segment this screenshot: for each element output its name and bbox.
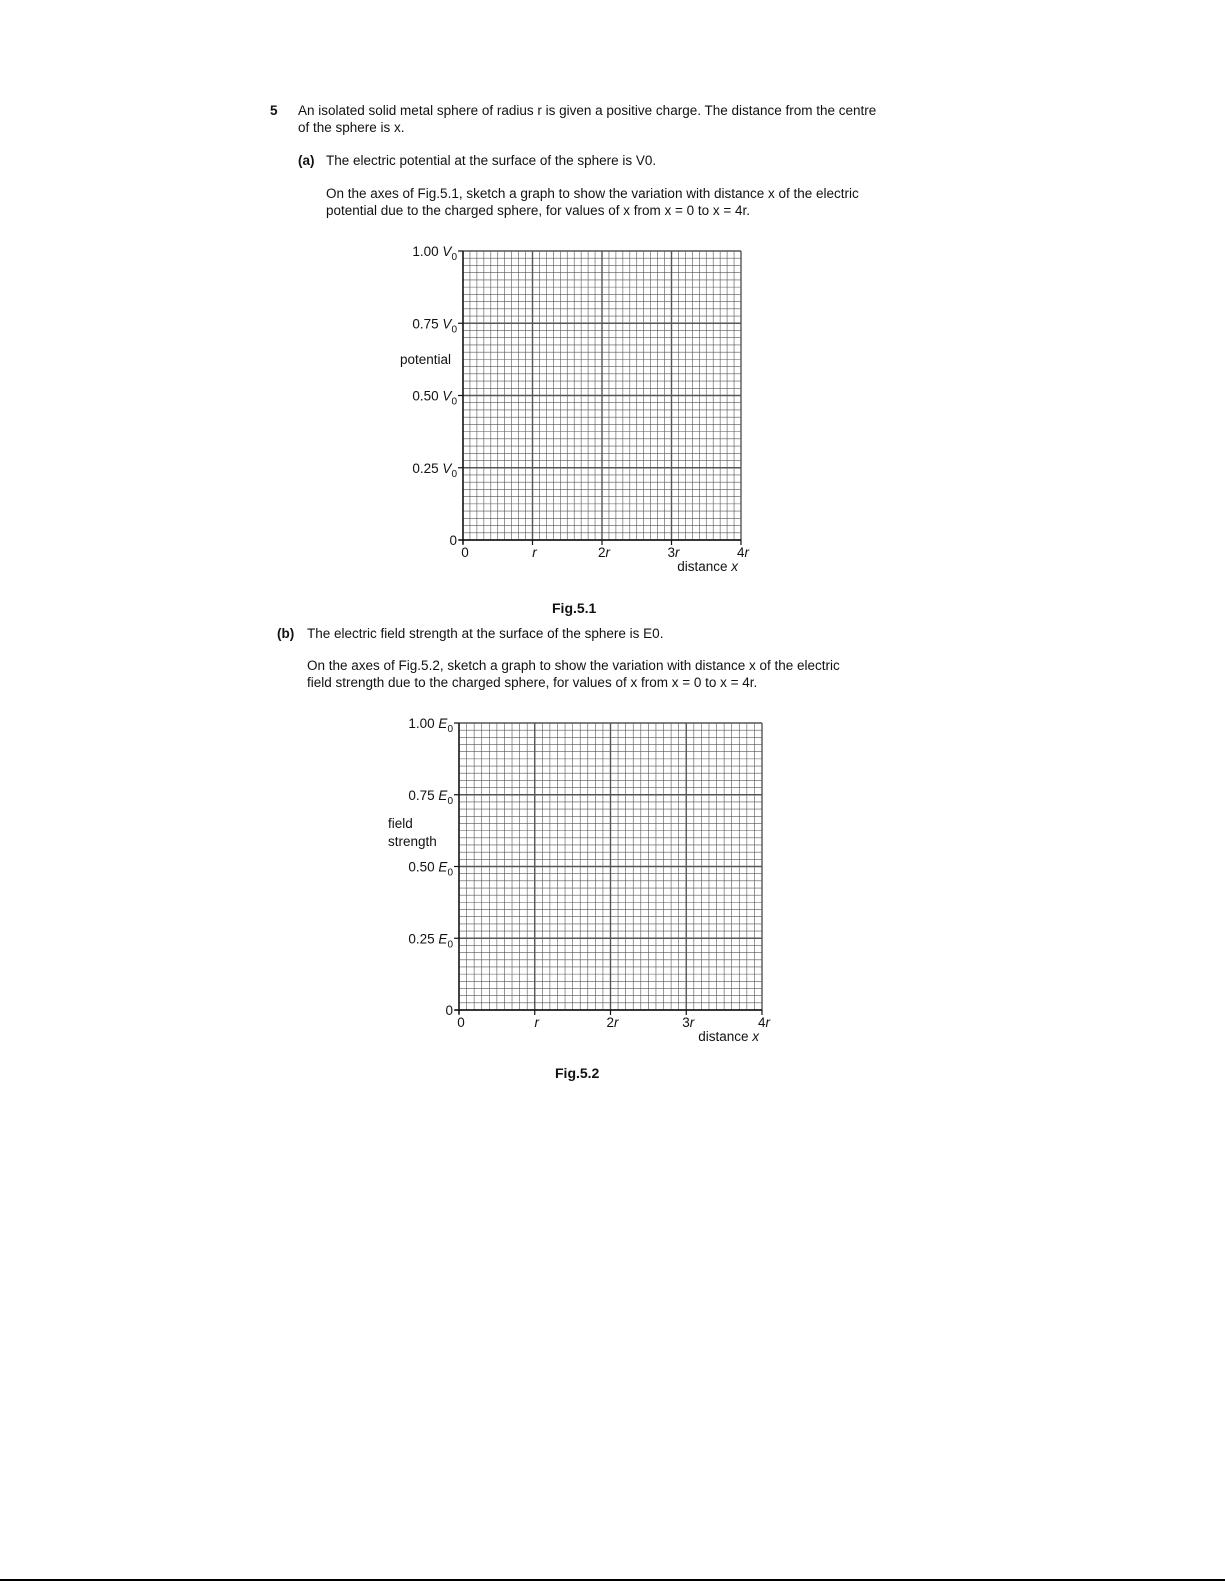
y-tick-label: 0.25 $V_0$ — [412, 460, 457, 480]
part-b-label: (b) — [277, 626, 295, 641]
x-tick-label: 2r — [606, 1015, 619, 1030]
x-tick-label: 4r — [757, 1015, 771, 1030]
y-tick-label: 1.00 $E_0$ — [408, 716, 453, 735]
part-a-statement: The electric potential at the surface of the sphere is V0. — [326, 153, 657, 168]
question-intro-line1: An isolated solid metal sphere of radius r is given a positive charge. The distance from the centre — [298, 103, 877, 118]
part-a-label: (a) — [298, 153, 315, 168]
y-tick-label: 0.25 $E_0$ — [408, 931, 453, 951]
y-tick-label: 1.00 $V_0$ — [412, 244, 457, 263]
x-tick-label: 3r — [682, 1015, 695, 1030]
part-a-instruction-line1: On the axes of Fig.5.1, sketch a graph to show the variation with distance x of the electric — [326, 186, 859, 201]
y-tick-label: 0 — [449, 533, 457, 548]
part-b-instruction-line1: On the axes of Fig.5.2, sketch a graph to show the variation with distance x of the electric — [307, 658, 840, 673]
x-tick-label: 0 — [461, 545, 469, 560]
question-intro-line2: of the sphere is x. — [298, 120, 405, 135]
x-axis-title: distance x — [698, 1029, 759, 1044]
page-bottom-rule — [0, 1579, 1225, 1581]
y-tick-label: 0.75 $E_0$ — [408, 787, 453, 807]
part-b-statement: The electric field strength at the surface of the sphere is E0. — [307, 626, 664, 641]
y-axis-title: field — [388, 816, 413, 831]
x-tick-label: 2r — [597, 545, 611, 560]
x-tick-label: r — [534, 1015, 539, 1030]
question-number: 5 — [270, 103, 278, 118]
x-tick-label: 3r — [667, 545, 680, 560]
part-b-instruction-line2: field strength due to the charged sphere, for values of x from x = 0 to x = 4r. — [307, 675, 758, 690]
y-tick-label: 0.50 $E_0$ — [408, 859, 453, 879]
part-a-instruction-line2: potential due to the charged sphere, for values of x from x = 0 to x = 4r. — [326, 203, 750, 218]
y-tick-label: 0 — [445, 1003, 453, 1018]
y-tick-label: 0.50 $V_0$ — [412, 388, 457, 408]
figure-5-2-caption: Fig.5.2 — [555, 1065, 600, 1081]
y-tick-label: 0.75 $V_0$ — [412, 316, 457, 336]
y-axis-title: potential — [400, 352, 452, 367]
y-axis-title: strength — [388, 834, 437, 849]
x-tick-label: r — [532, 545, 537, 560]
x-axis-title: distance x — [677, 559, 738, 574]
figure-5-1-caption: Fig.5.1 — [552, 600, 597, 616]
x-tick-label: 4r — [736, 545, 750, 560]
x-tick-label: 0 — [457, 1015, 465, 1030]
